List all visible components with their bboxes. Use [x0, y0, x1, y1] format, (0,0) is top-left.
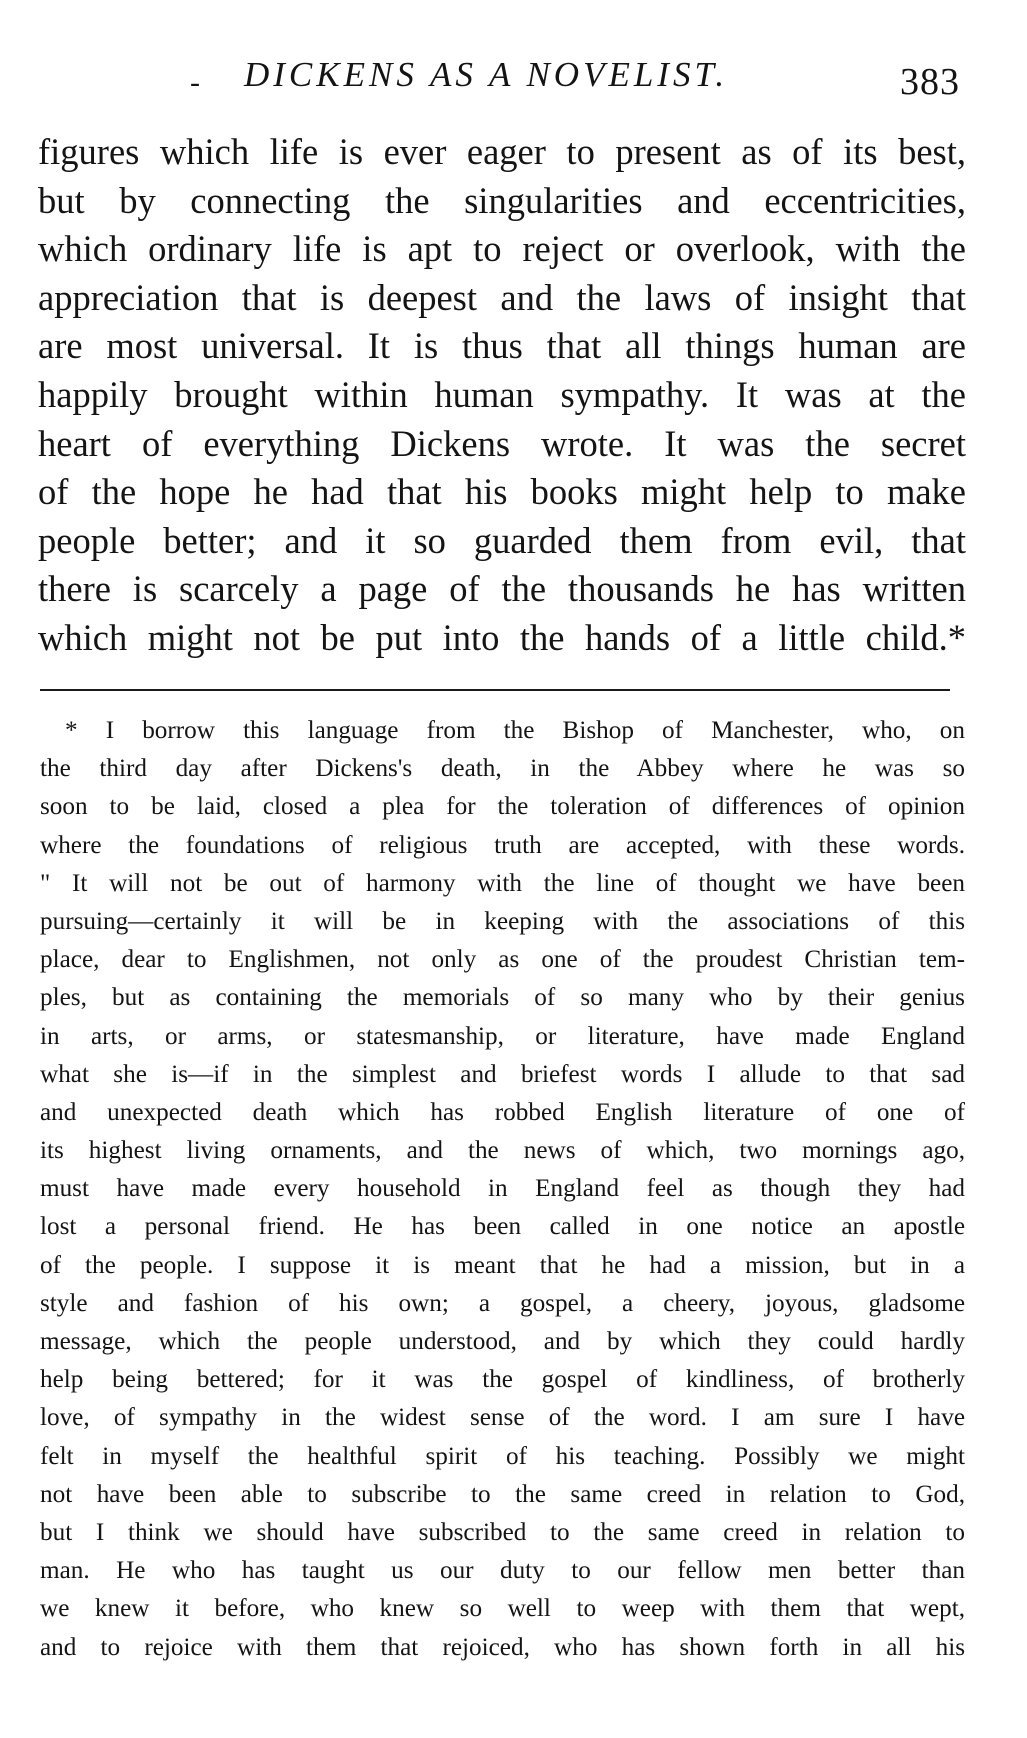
text-line: of the hope he had that his books might help to make	[38, 471, 966, 513]
text-line: appreciation that is deepest and the laws of insight that	[38, 276, 966, 318]
footnote-line: of the people. I suppose it is meant that he had a mission, but in a	[40, 1251, 965, 1279]
text-line: but by connecting the singularities and eccentricities,	[38, 179, 966, 221]
text-line: which ordinary life is apt to reject or overlook, with the	[38, 228, 966, 270]
footnote-line: man. He who has taught us our duty to our fellow men better than	[40, 1557, 965, 1585]
footnote-line: but I think we should have subscribed to the same creed in relation to	[40, 1518, 965, 1546]
footnote-line: felt in myself the healthful spirit of his teaching. Possibly we might	[40, 1442, 965, 1470]
text-line: figures which life is ever eager to present as of its best,	[38, 131, 966, 172]
footnote-line: we knew it before, who knew so well to weep with them that wept,	[40, 1595, 965, 1623]
header-dash: -	[190, 66, 200, 99]
running-title: DICKENS AS A NOVELIST.	[244, 55, 729, 94]
footnote-line: and unexpected death which has robbed English literature of one of	[40, 1098, 965, 1126]
footnote-divider	[40, 689, 950, 691]
footnote-line: lost a personal friend. He has been called in one notice an apostle	[40, 1213, 965, 1241]
text-line: there is scarcely a page of the thousands he has written	[38, 568, 966, 610]
footnote-line: style and fashion of his own; a gospel, a cheery, joyous, gladsome	[40, 1289, 965, 1317]
main-text	[38, 128, 966, 663]
footnote-line: not have been able to subscribe to the same creed in relation to God,	[40, 1480, 965, 1508]
running-head	[190, 50, 980, 110]
text-line: are most universal. It is thus that all things human are	[38, 325, 966, 367]
footnote-line: ples, but as containing the memorials of so many who by their genius	[40, 984, 965, 1012]
footnote-line: soon to be laid, closed a plea for the toleration of differences of opinion	[40, 793, 965, 821]
page-number: 383	[900, 61, 960, 103]
footnote-line: in arts, or arms, or statesmanship, or literature, have made England	[40, 1022, 965, 1050]
footnote-line: love, of sympathy in the widest sense of the word. I am sure I have	[40, 1404, 965, 1432]
footnote-line: must have made every household in England feel as though they had	[40, 1175, 965, 1203]
footnote-line: pursuing—certainly it will be in keeping with the associations of this	[40, 907, 965, 935]
footnote-line: the third day after Dickens's death, in the Abbey where he was so	[40, 755, 965, 783]
footnote-line: its highest living ornaments, and the news of which, two mornings ago,	[40, 1137, 965, 1165]
text-line: which might not be put into the hands of a little child.*	[38, 616, 966, 658]
text-line: people better; and it so guarded them from evil, that	[38, 519, 966, 561]
footnote	[40, 712, 965, 1667]
footnote-line: help being bettered; for it was the gospel of kindliness, of brotherly	[40, 1366, 965, 1394]
footnote-line: " It will not be out of harmony with the line of thought we have been	[40, 869, 965, 897]
text-line: heart of everything Dickens wrote. It was the secret	[38, 422, 966, 464]
footnote-line: message, which the people understood, and by which they could hardly	[40, 1328, 965, 1355]
footnote-line: place, dear to Englishmen, not only as one of the proudest Christian tem-	[40, 946, 965, 974]
footnote-line: * I borrow this language from the Bishop of Manchester, who, on	[65, 717, 965, 744]
footnote-line: where the foundations of religious truth are accepted, with these words.	[40, 831, 965, 859]
footnote-line: what she is—if in the simplest and briefest words I allude to that sad	[40, 1060, 965, 1088]
footnote-line: and to rejoice with them that rejoiced, who has shown forth in all his	[40, 1633, 965, 1661]
text-line: happily brought within human sympathy. It was at the	[38, 373, 966, 415]
